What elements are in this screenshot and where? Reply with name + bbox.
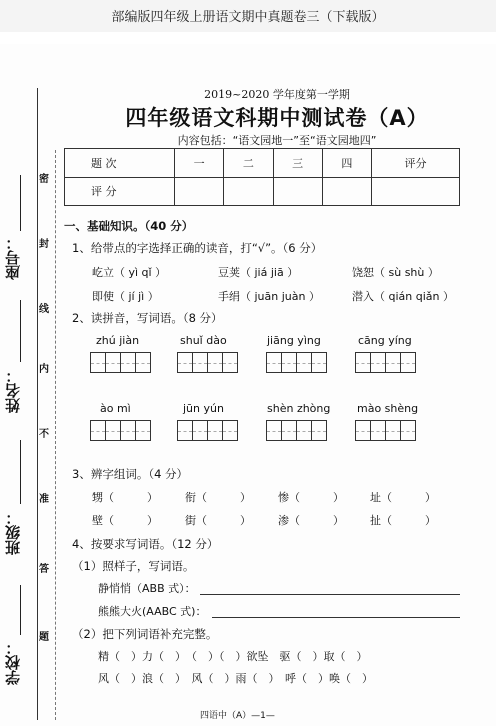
- word-group-item[interactable]: 惨（ ）: [278, 491, 344, 504]
- score-header-row: [65, 149, 460, 178]
- binding-dashed-line: [55, 150, 56, 720]
- pinyin-label: shuǐ dào: [180, 334, 227, 347]
- score-table: [64, 148, 460, 206]
- name-label: 姓名：: [4, 368, 22, 413]
- q4-prompt: 4、按要求写词语。（12 分）: [72, 537, 219, 551]
- word-group-item[interactable]: 渗（ ）: [278, 514, 344, 527]
- seal-char: 线: [39, 304, 49, 315]
- pronunciation-item[interactable]: 饶恕（ sù shù ）: [352, 266, 439, 279]
- score-cell[interactable]: [273, 177, 322, 206]
- word-group-item[interactable]: 壁（ ）: [92, 514, 158, 527]
- pronunciation-item[interactable]: 即使（ jí jì ）: [92, 290, 159, 303]
- exam-title: 四年级语文科期中测试卷（A）: [125, 106, 429, 130]
- pinyin-label: jūn yún: [183, 402, 224, 415]
- writing-boxes[interactable]: [355, 420, 416, 441]
- exam-scope: 内容包括：“语文园地一”至“语文园地四”: [177, 134, 377, 147]
- school-field[interactable]: [20, 585, 21, 635]
- score-header: 三: [273, 149, 322, 178]
- word-group-item[interactable]: 址（ ）: [370, 491, 436, 504]
- pinyin-label: zhú jiàn: [96, 334, 140, 347]
- word-group-item[interactable]: 衔（ ）: [185, 491, 251, 504]
- q4-sub1: （1）照样子，写词语。: [72, 559, 195, 573]
- word-group-item[interactable]: 甥（ ）: [92, 491, 158, 504]
- aabc-example-label: 熊熊大火(AABC 式)：: [98, 605, 207, 618]
- seal-char: 不: [39, 429, 49, 440]
- score-header: 二: [224, 149, 273, 178]
- score-row-label: 评 分: [65, 177, 175, 206]
- seal-char: 密: [39, 174, 49, 185]
- score-cell[interactable]: [175, 177, 224, 206]
- score-value-row: [65, 177, 460, 206]
- aabc-answer-line[interactable]: [212, 603, 460, 618]
- writing-boxes[interactable]: [90, 352, 151, 373]
- abb-example-label: 静悄悄（ABB 式）：: [98, 582, 196, 595]
- school-label: 学校：: [4, 640, 22, 685]
- word-group-item[interactable]: 街（ ）: [185, 514, 251, 527]
- name-field[interactable]: [20, 300, 21, 362]
- pinyin-label: shèn zhòng: [267, 402, 331, 415]
- writing-boxes[interactable]: [266, 352, 327, 373]
- section-title: 一、基础知识。（40 分）: [64, 219, 194, 233]
- binding-line: [37, 88, 38, 720]
- seal-char: 准: [39, 494, 49, 505]
- seal-char: 内: [39, 364, 49, 375]
- seal-char: 题: [39, 632, 49, 643]
- word-group-item[interactable]: 扯（ ）: [370, 514, 436, 527]
- fill-in-row[interactable]: 精（ ）力（ ） （ ）（ ）欲坠 驱（ ）取（ ）: [98, 650, 368, 663]
- seal-char: 封: [39, 239, 49, 250]
- fill-in-row[interactable]: 风（ ）浪（ ） 风（ ）雨（ ） 呼（ ）唤（ ）: [98, 672, 373, 685]
- writing-boxes[interactable]: [355, 352, 416, 373]
- writing-boxes[interactable]: [177, 420, 238, 441]
- score-cell[interactable]: [372, 177, 460, 206]
- q4-sub2: （2）把下列词语补充完整。: [72, 627, 218, 641]
- document-title: 部编版四年级上册语文期中真题卷三（下载版）: [111, 10, 385, 25]
- score-header: 题 次: [65, 149, 175, 178]
- q3-prompt: 3、辨字组词。（4 分）: [72, 467, 189, 481]
- writing-boxes[interactable]: [266, 420, 327, 441]
- q1-prompt: 1、给带点的字选择正确的读音，打“√”。（6 分）: [72, 241, 323, 255]
- pinyin-label: ào mì: [100, 402, 131, 415]
- abb-answer-line[interactable]: [200, 580, 460, 595]
- score-header: 评分: [372, 149, 460, 178]
- class-field[interactable]: [20, 440, 21, 504]
- pronunciation-item[interactable]: 豆荚（ jiá jiā ）: [218, 266, 299, 279]
- score-cell[interactable]: [322, 177, 371, 206]
- class-label: 班级：: [4, 510, 22, 555]
- seal-char: 答: [39, 564, 49, 575]
- pinyin-label: cāng yíng: [358, 334, 412, 347]
- pronunciation-item[interactable]: 手绢（ juān juàn ）: [218, 290, 320, 303]
- seat-field[interactable]: [20, 175, 21, 231]
- score-cell[interactable]: [224, 177, 273, 206]
- page-footer: 四语中（A）—1—: [200, 711, 275, 721]
- seat-label: 座号：: [4, 235, 22, 280]
- q2-prompt: 2、读拼音，写词语。（8 分）: [72, 311, 223, 325]
- pronunciation-item[interactable]: 屹立（ yì qǐ ）: [92, 266, 167, 279]
- pinyin-label: jiāng yìng: [267, 334, 321, 347]
- school-year: 2019~2020 学年度第一学期: [204, 88, 350, 101]
- writing-boxes[interactable]: [177, 352, 238, 373]
- pinyin-label: mào shèng: [357, 402, 419, 415]
- pronunciation-item[interactable]: 潜入（ qián qiǎn ）: [352, 290, 454, 303]
- score-header: 四: [322, 149, 371, 178]
- writing-boxes[interactable]: [90, 420, 151, 441]
- score-header: 一: [175, 149, 224, 178]
